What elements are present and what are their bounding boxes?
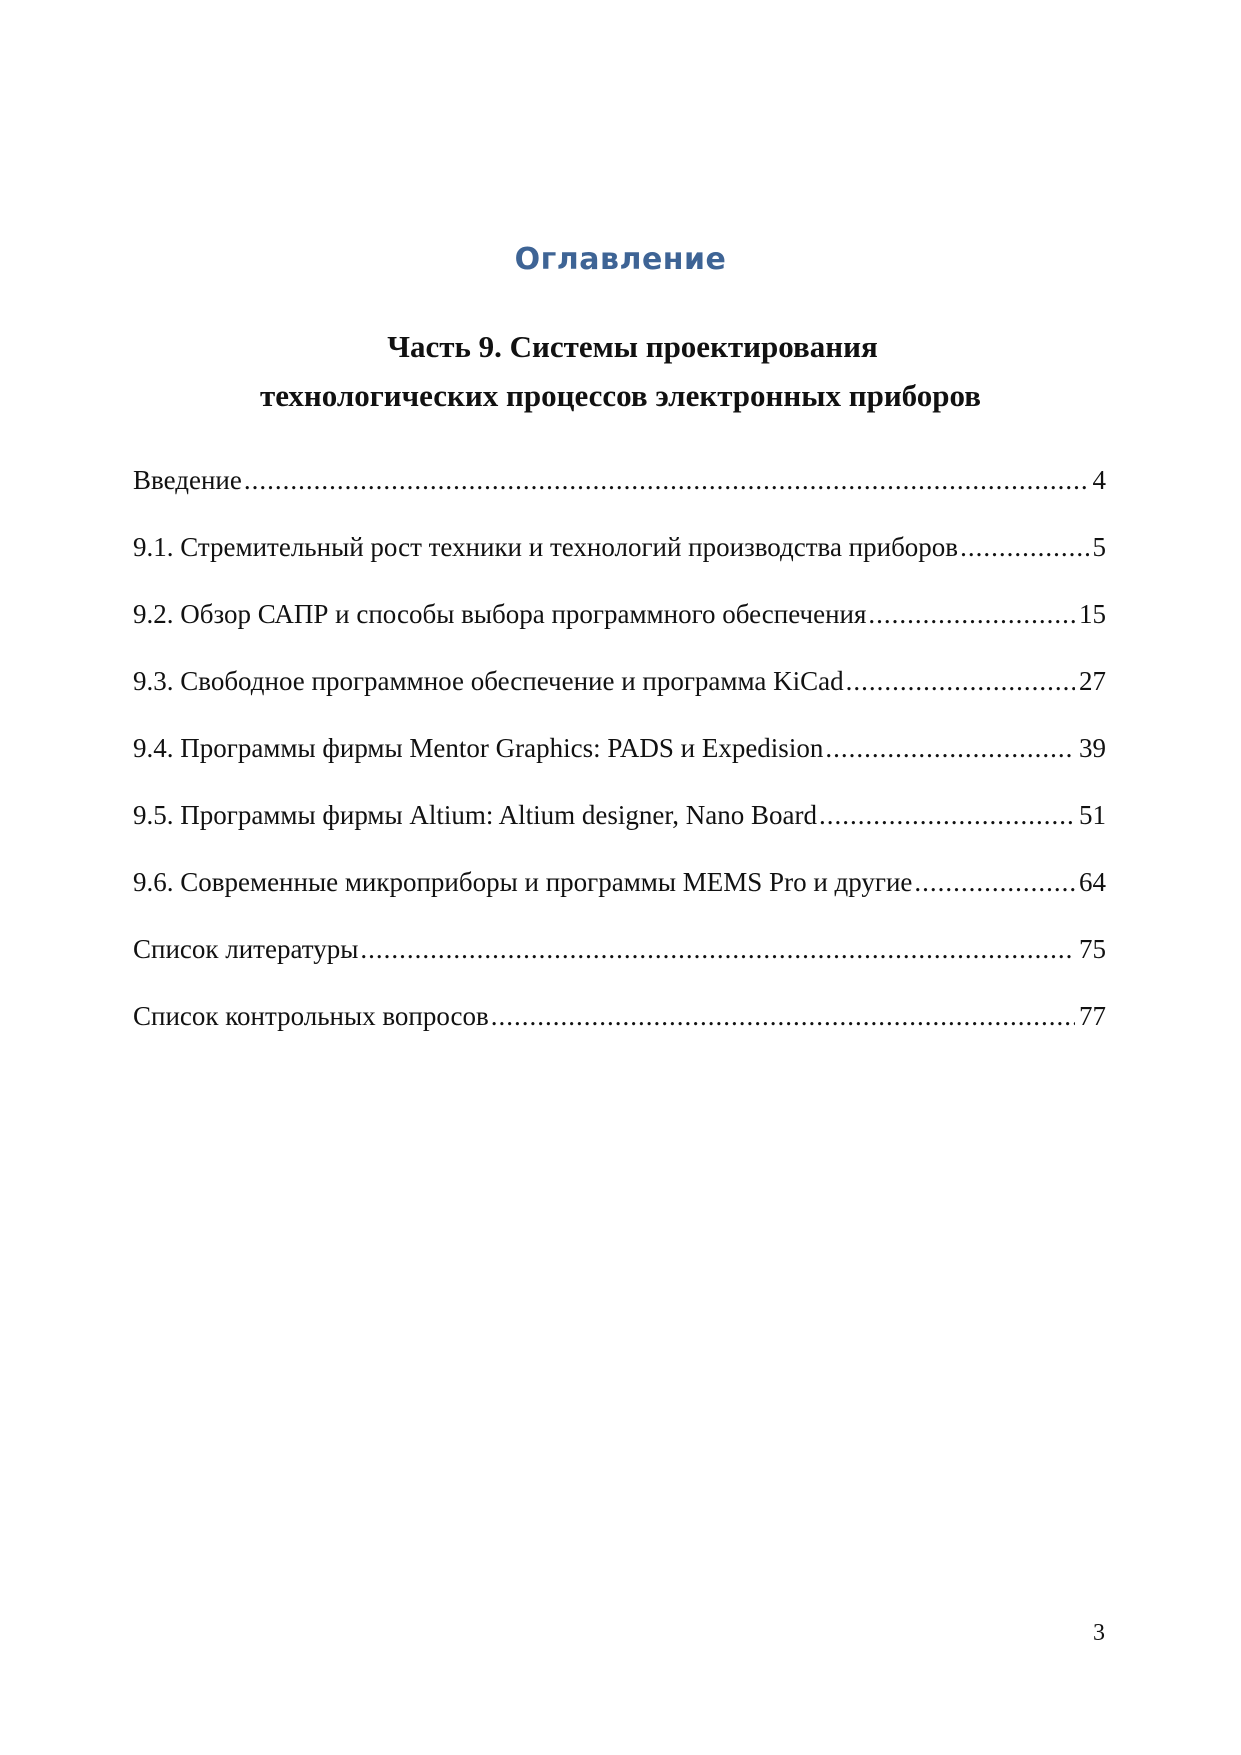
toc-heading: Оглавление bbox=[514, 242, 727, 277]
toc-entry-title: Список литературы bbox=[133, 934, 359, 964]
part-title-line-1: Часть 9. Системы проектирования bbox=[387, 329, 878, 364]
toc-entry-page: 75 bbox=[1079, 934, 1106, 964]
toc-entry-title: 9.1. Стремительный рост техники и технологий производства приборов bbox=[133, 532, 959, 562]
toc-entry-title: 9.6. Современные микроприборы и программы MEMS Pro и другие bbox=[133, 867, 913, 897]
toc-entry-title: Введение bbox=[133, 465, 242, 495]
dot-leader bbox=[868, 594, 1075, 634]
toc-entry-page: 5 bbox=[1092, 532, 1106, 562]
dot-leader bbox=[914, 862, 1075, 902]
toc-entry-title: 9.3. Свободное программное обеспечение и программа KiCad bbox=[133, 666, 844, 696]
toc-entry-page: 39 bbox=[1079, 733, 1106, 763]
dot-leader bbox=[825, 728, 1075, 768]
toc-entry-9-2[interactable] bbox=[133, 594, 1106, 661]
toc-entry-introduction[interactable] bbox=[133, 460, 1106, 527]
toc-entry-9-1[interactable] bbox=[133, 527, 1106, 594]
dot-leader bbox=[846, 661, 1075, 701]
toc-entry-page: 51 bbox=[1079, 800, 1106, 830]
toc-entry-review-questions[interactable] bbox=[133, 996, 1106, 1063]
toc-entry-9-3[interactable] bbox=[133, 661, 1106, 728]
toc-entry-title: Список контрольных вопросов bbox=[133, 1001, 489, 1031]
toc-entry-9-6[interactable] bbox=[133, 862, 1106, 929]
page-number: 3 bbox=[1093, 1620, 1105, 1646]
part-title bbox=[0, 322, 1241, 420]
dot-leader bbox=[491, 996, 1075, 1036]
toc-list bbox=[133, 460, 1106, 1063]
part-title-line-2: технологических процессов электронных приборов bbox=[260, 378, 981, 413]
toc-entry-page: 4 bbox=[1092, 465, 1106, 495]
toc-entry-references[interactable] bbox=[133, 929, 1106, 996]
toc-entry-page: 64 bbox=[1079, 867, 1106, 897]
toc-entry-9-5[interactable] bbox=[133, 795, 1106, 862]
toc-entry-page: 27 bbox=[1079, 666, 1106, 696]
toc-entry-page: 77 bbox=[1079, 1001, 1106, 1031]
dot-leader bbox=[360, 929, 1075, 969]
toc-entry-9-4[interactable] bbox=[133, 728, 1106, 795]
toc-entry-title: 9.5. Программы фирмы Altium: Altium designer, Nano Board bbox=[133, 800, 818, 830]
toc-entry-page: 15 bbox=[1079, 599, 1106, 629]
dot-leader bbox=[960, 527, 1088, 567]
toc-entry-title: 9.2. Обзор САПР и способы выбора программного обеспечения bbox=[133, 599, 867, 629]
toc-entry-title: 9.4. Программы фирмы Mentor Graphics: PADS и Expedision bbox=[133, 733, 824, 763]
dot-leader bbox=[244, 460, 1089, 500]
dot-leader bbox=[819, 795, 1075, 835]
